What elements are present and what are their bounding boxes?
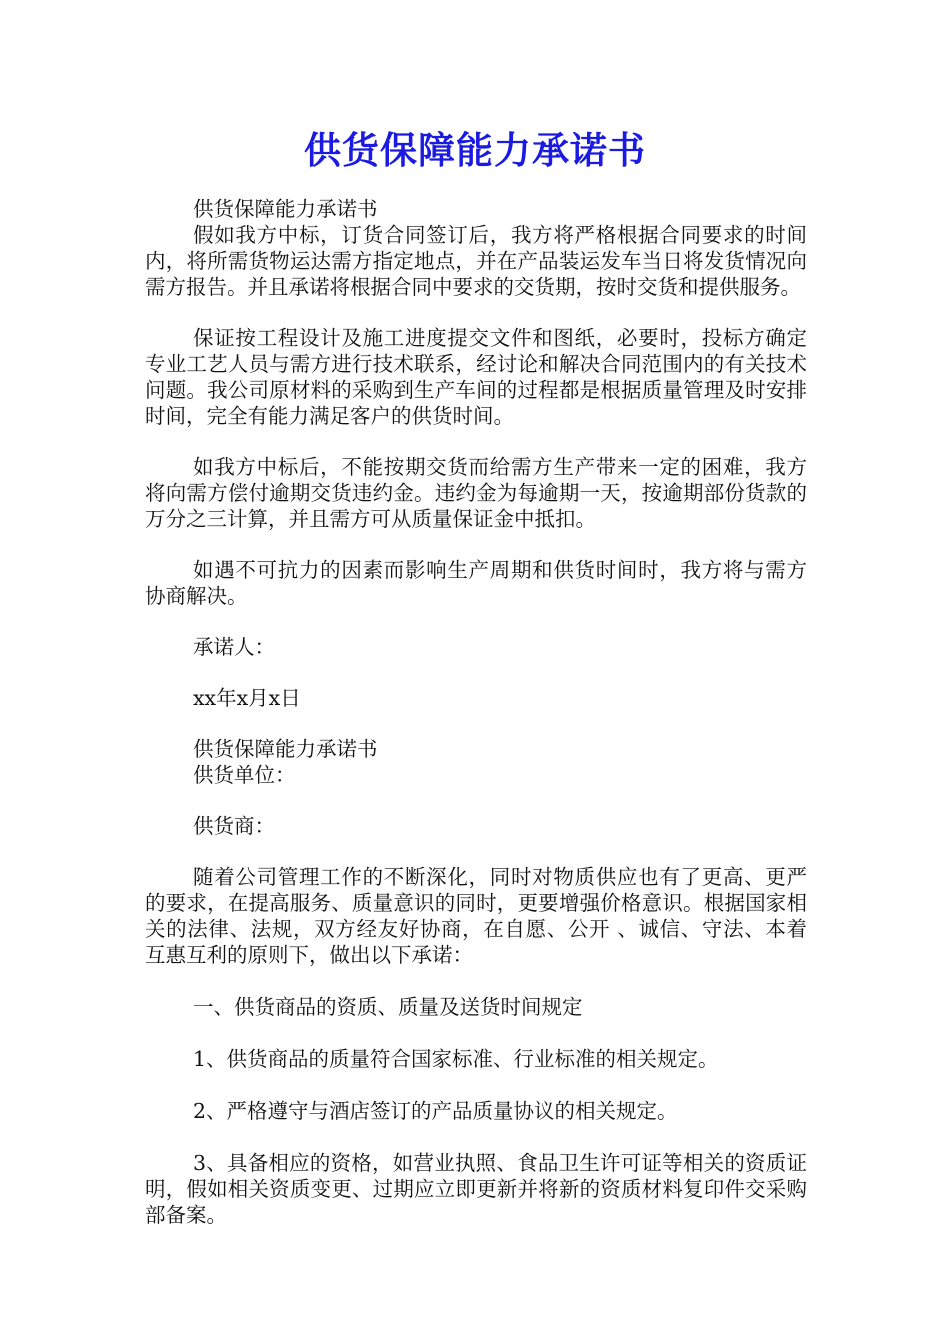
- document-title: 供货保障能力承诺书: [304, 129, 646, 172]
- list-item-2: 2、严格遵守与酒店签订的产品质量协议的相关规定。: [193, 1099, 678, 1123]
- paragraph-second-title: 供货保障能力承诺书: [193, 737, 378, 761]
- paragraph-subtitle: 供货保障能力承诺书: [193, 197, 378, 221]
- paragraph-supplier-unit: 供货单位：: [193, 763, 296, 787]
- paragraph-supplier: 供货商：: [193, 814, 275, 838]
- document-body: [145, 196, 807, 1228]
- paragraph-date: xx年x月x日: [193, 686, 301, 710]
- paragraph-promisor: 承诺人：: [193, 635, 275, 659]
- section-heading-1: 一、供货商品的资质、质量及送货时间规定: [193, 995, 583, 1019]
- paragraph-intro: 随着公司管理工作的不断深化，同时对物质供应也有了更高、更严的要求，在提高服务、质量意识的同时，更要增强价格意识。根据国家相关的法律、法规，双方经友好协商，在自愿、公开 、诚信、守法、本着互惠互利的原则下，做出以下承诺：: [145, 865, 807, 967]
- list-item-3: 3、具备相应的资格，如营业执照、食品卫生许可证等相关的资质证明，假如相关资质变更、过期应立即更新并将新的资质材料复印件交采购部备案。: [145, 1151, 807, 1227]
- list-item-1: 1、供货商品的质量符合国家标准、行业标准的相关规定。: [193, 1047, 719, 1071]
- paragraph-penalty: 如我方中标后，不能按期交货而给需方生产带来一定的困难，我方将向需方偿付逾期交货违约金。违约金为每逾期一天，按逾期部份货款的万分之三计算，并且需方可从质量保证金中抵扣。: [145, 455, 807, 531]
- paragraph-technical-support: 保证按工程设计及施工进度提交文件和图纸，必要时，投标方确定专业工艺人员与需方进行技术联系，经讨论和解决合同范围内的有关技术问题。我公司原材料的采购到生产车间的过程都是根据质量管理及时安排时间，完全有能力满足客户的供货时间。: [145, 326, 807, 428]
- paragraph-force-majeure: 如遇不可抗力的因素而影响生产周期和供货时间时，我方将与需方协商解决。: [145, 558, 807, 608]
- paragraph-delivery-commitment: 假如我方中标，订货合同签订后，我方将严格根据合同要求的时间内，将所需货物运达需方指定地点，并在产品装运发车当日将发货情况向需方报告。并且承诺将根据合同中要求的交货期，按时交货和提供服务。: [145, 223, 807, 299]
